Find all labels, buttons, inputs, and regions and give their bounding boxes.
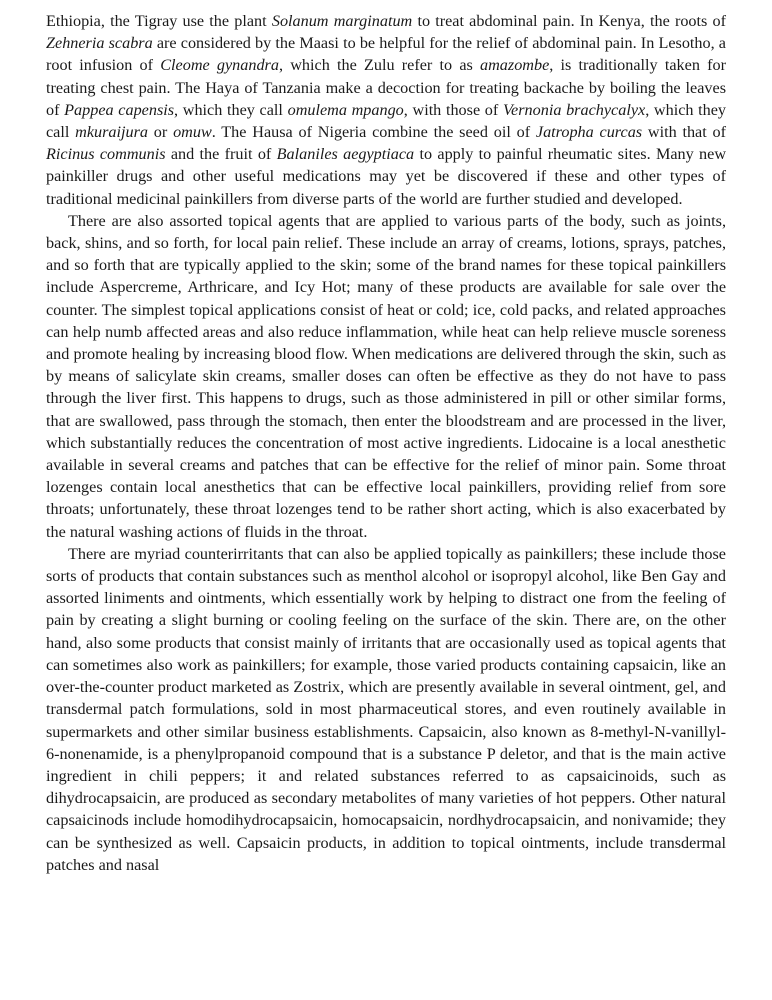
text-run: , with those of bbox=[403, 100, 503, 119]
italic-term: Ricinus communis bbox=[46, 145, 166, 164]
text-run: , which they call bbox=[46, 100, 727, 142]
text-run: , which the Zulu refer to as bbox=[278, 56, 481, 75]
italic-term: amazombe bbox=[480, 56, 550, 75]
italic-term: omuw bbox=[173, 123, 212, 142]
italic-term: Vernonia brachycalyx bbox=[502, 100, 646, 119]
text-run: are considered by the Maasi to be helpful for the relief of abdominal pain. In Lesotho, a root infusion of bbox=[46, 34, 726, 75]
italic-term: Cleome gynandra bbox=[160, 56, 279, 75]
text-run: and the fruit of bbox=[165, 145, 277, 164]
paragraph-3 bbox=[46, 543, 726, 876]
text-run: or bbox=[148, 123, 174, 142]
text-run: , which they call bbox=[174, 100, 288, 119]
text-run: with that of bbox=[642, 123, 726, 142]
italic-term: Jatropha curcas bbox=[535, 123, 643, 142]
text-run: to treat abdominal pain. In Kenya, the roots of bbox=[412, 12, 726, 30]
text-run: There are also assorted topical agents that are applied to various parts of the body, such as joints, back, shins, and so forth, for local pain relief. These include an array of creams, lotions, sprays, patches, and so forth that are typically applied to the skin; some of the brand names for these topical painkillers include Aspercreme, Arthricare, and Icy Hot; many of these products are available for sale over the counter. The simplest topical applications consist of heat or cold; ice, cold packs, and related approaches can help numb affected areas and also reduce inflammation, while heat can help relieve muscle soreness and promote healing by increasing blood flow. When medications are delivered through the skin, such as by means of salicylate skin creams, smaller doses can often be effective as they do not have to pass through the liver first. This happens to drugs, such as those administered in pill or other similar forms, that are swallowed, pass through the stomach, then enter the bloodstream and are processed in the liver, which substantially reduces the concentration of most active ingredients. Lidocaine is a local anesthetic available in several creams and patches that can be effective for the relief of minor pain. Some throat lozenges contain local anesthetics that can be effective local painkillers, providing relief from sore throats; unfortunately, these throat lozenges tend to be rather short acting, which is also exacerbated by the natural washing actions of fluids in the throat. bbox=[46, 211, 726, 541]
italic-term: Pappea capensis bbox=[64, 100, 175, 119]
text-run: . The Hausa of Nigeria combine the seed oil of bbox=[211, 123, 536, 142]
paragraph-2 bbox=[46, 210, 726, 543]
document-page bbox=[46, 10, 726, 876]
text-run: There are myriad counterirritants that can also be applied topically as painkillers; these include those sorts of products that contain substances such as menthol alcohol or isopropyl alcohol, like Ben Gay and assorted liniments and ointments, which essentially work by helping to distract one from the feeling of pain by creating a slight burning or cooling feeling on the surface of the skin. There are, on the other hand, also some products that consist mainly of irritants that are occasionally used as topical agents that can sometimes also work as painkillers; for example, those varied products containing capsaicin, like an over-the-counter product marketed as Zostrix, which are presently available in several ointment, gel, and transdermal patch formulations, sold in most pharmaceutical stores, and even routinely available in supermarkets and other similar business establishments. Capsaicin, also known as 8-methyl-N-vanillyl-6-nonenamide, is a phenylpropanoid compound that is a substance P deletor, and that is the main active ingredient in chili peppers; it and related substances referred to as capsaicinoids, such as dihydrocapsaicin, are produced as secondary metabolites of many varieties of hot peppers. Other natural capsaicinods include homodihydrocapsaicin, homocapsaicin, nordhydrocapsaicin, and nonivamide; they can be synthesized as well. Capsaicin products, in addition to topical ointments, include transdermal patches and nasal bbox=[46, 544, 726, 874]
text-run: , is traditionally taken for treating chest pain. The Haya of Tanzania make a decoction for treating backache by boiling the leaves of bbox=[46, 56, 726, 119]
italic-term: omulema mpango bbox=[287, 100, 404, 119]
text-run: to apply to painful rheumatic sites. Many new painkiller drugs and other useful medications may yet be discovered if these and other types of traditional medicinal painkillers from diverse parts of the world are further studied and developed. bbox=[46, 145, 727, 208]
paragraph-1 bbox=[46, 10, 726, 210]
italic-term: Solanum marginatum bbox=[271, 12, 413, 30]
italic-term: Zehneria scabra bbox=[46, 34, 153, 53]
text-run: Ethiopia, the Tigray use the plant bbox=[46, 12, 272, 30]
italic-term: mkuraijura bbox=[75, 123, 148, 142]
italic-term: Balaniles aegyptiaca bbox=[276, 145, 415, 164]
